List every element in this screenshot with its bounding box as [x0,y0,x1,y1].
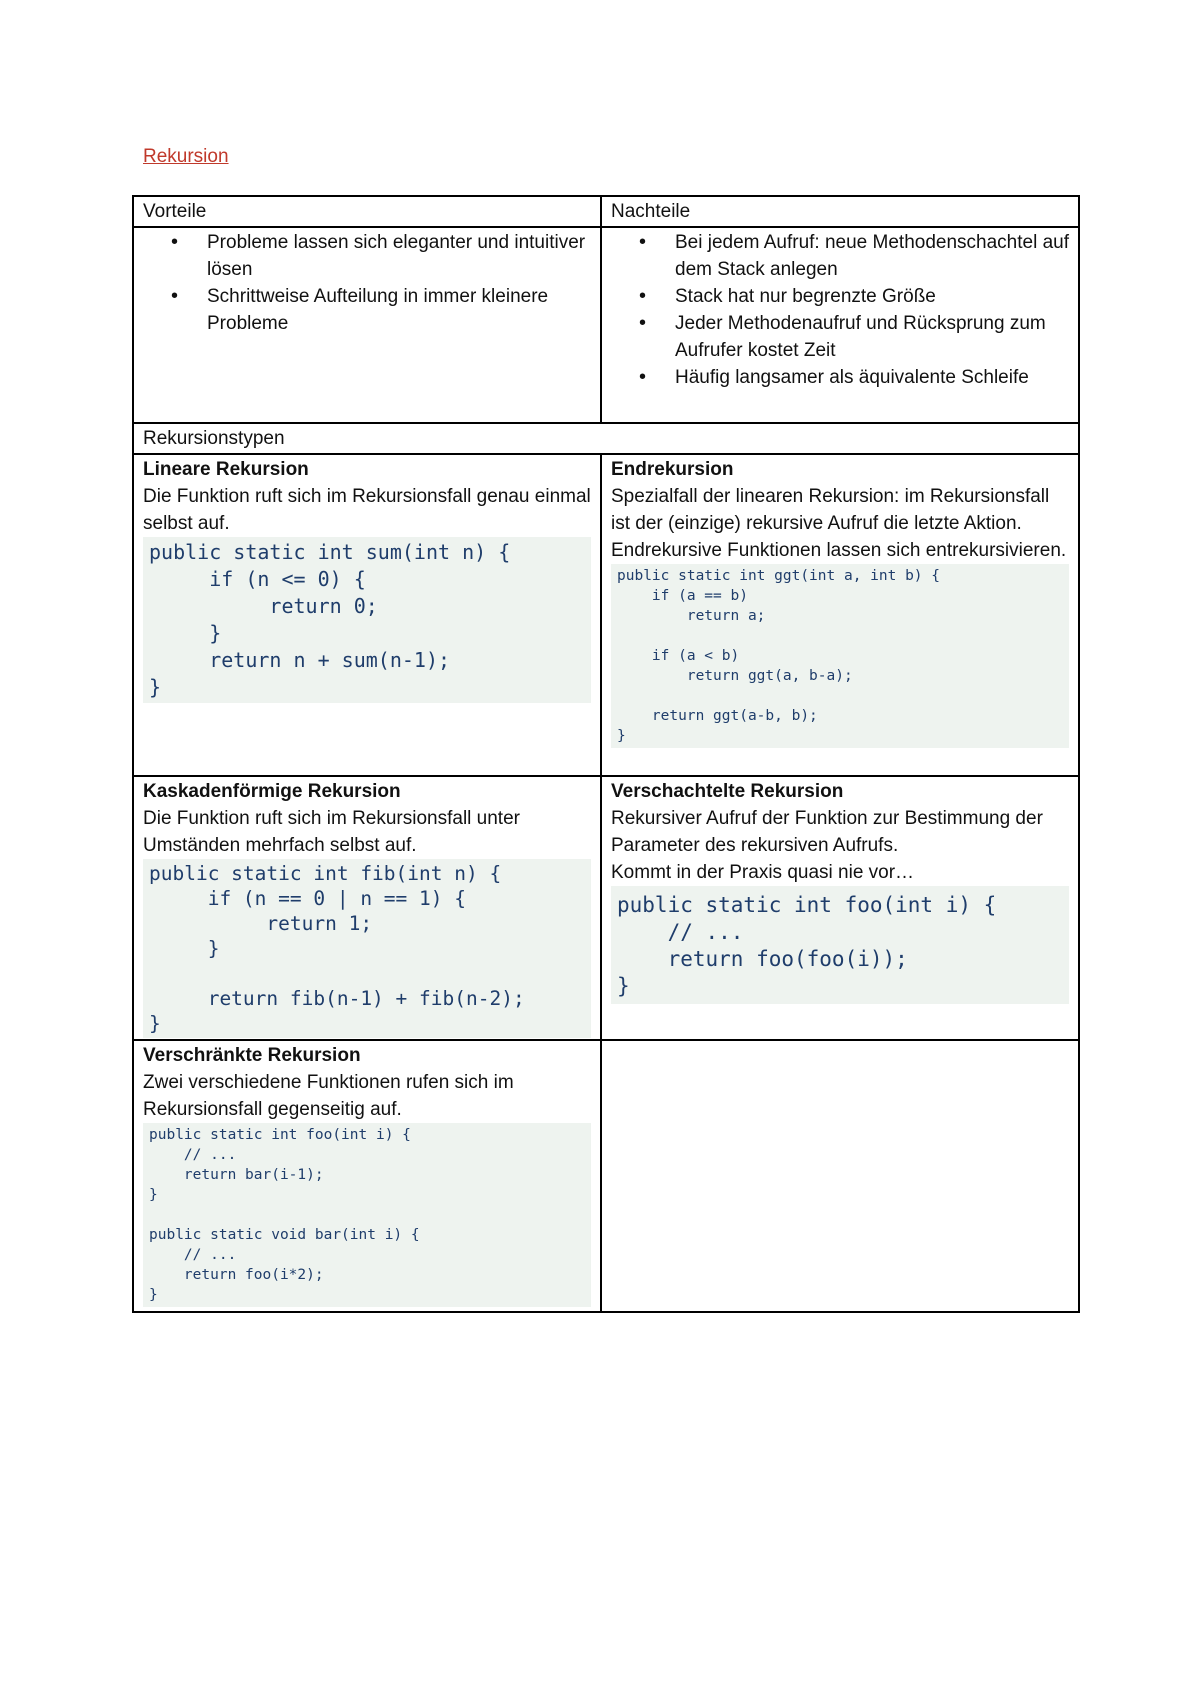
lineare-rekursion-text: Die Funktion ruft sich im Rekursionsfall genau einmal selbst auf. [143,486,591,534]
endrekursion-cell [601,454,1079,776]
verschachtelte-rekursion-cell [601,776,1079,1040]
verschraenkte-rekursion-cell [133,1040,601,1312]
endrekursion-heading: Endrekursion [611,459,734,480]
rekursion-table [132,195,1080,1313]
kaskaden-rekursion-cell [133,776,601,1040]
foo-nested-code-block: public static int foo(int i) { // ... return foo(foo(i)); } [611,886,1069,1004]
ggt-code-block: public static int ggt(int a, int b) { if (a == b) return a; if (a < b) return ggt(a, b-a); return ggt(a-b, b); } [611,564,1069,748]
verschachtelte-rekursion-text: Rekursiver Aufruf der Funktion zur Bestimmung der Parameter des rekursiven Aufrufs. [611,808,1043,856]
nachteile-cell [601,227,1079,423]
nachteile-header: Nachteile [601,196,1079,227]
kaskaden-rekursion-text: Die Funktion ruft sich im Rekursionsfall unter Umständen mehrfach selbst auf. [143,808,520,856]
lineare-rekursion-cell [133,454,601,776]
verschraenkte-rekursion-text: Zwei verschiedene Funktionen rufen sich im Rekursionsfall gegenseitig auf. [143,1072,514,1120]
page-title: Rekursion [143,146,229,167]
list-item: • Stack hat nur begrenzte Größe [675,283,1069,310]
endrekursion-text: Spezialfall der linearen Rekursion: im Rekursionsfall ist der (einzige) rekursive Aufruf die letzte Aktion. Endrekursive Funktionen lassen sich entrekursivieren. [611,486,1067,561]
vorteile-header: Vorteile [133,196,601,227]
list-item: • Häufig langsamer als äquivalente Schleife [675,364,1069,391]
nachteile-list [611,229,1069,391]
lineare-rekursion-heading: Lineare Rekursion [143,459,309,480]
vorteile-list [143,229,591,337]
verschachtelte-rekursion-heading: Verschachtelte Rekursion [611,781,844,802]
fib-code-block: public static int fib(int n) { if (n == 0 | n == 1) { return 1; } return fib(n-1) + fib(n-2); } [143,859,591,1038]
list-item: • Jeder Methodenaufruf und Rücksprung zum Aufrufer kostet Zeit [675,310,1069,364]
verschachtelte-rekursion-note: Kommt in der Praxis quasi nie vor… [611,862,915,883]
list-item: • Schrittweise Aufteilung in immer kleinere Probleme [207,283,591,337]
empty-cell [601,1040,1079,1312]
verschraenkte-rekursion-heading: Verschränkte Rekursion [143,1045,361,1066]
rekursionstypen-header: Rekursionstypen [133,423,1079,454]
list-item: • Probleme lassen sich eleganter und intuitiver lösen [207,229,591,283]
vorteile-cell [133,227,601,423]
foo-bar-code-block: public static int foo(int i) { // ... return bar(i-1); } public static void bar(int i) { // ... return foo(i*2); } [143,1123,591,1307]
sum-code-block: public static int sum(int n) { if (n <= 0) { return 0; } return n + sum(n-1); } [143,537,591,703]
kaskaden-rekursion-heading: Kaskadenförmige Rekursion [143,781,401,802]
list-item: • Bei jedem Aufruf: neue Methodenschachtel auf dem Stack anlegen [675,229,1069,283]
